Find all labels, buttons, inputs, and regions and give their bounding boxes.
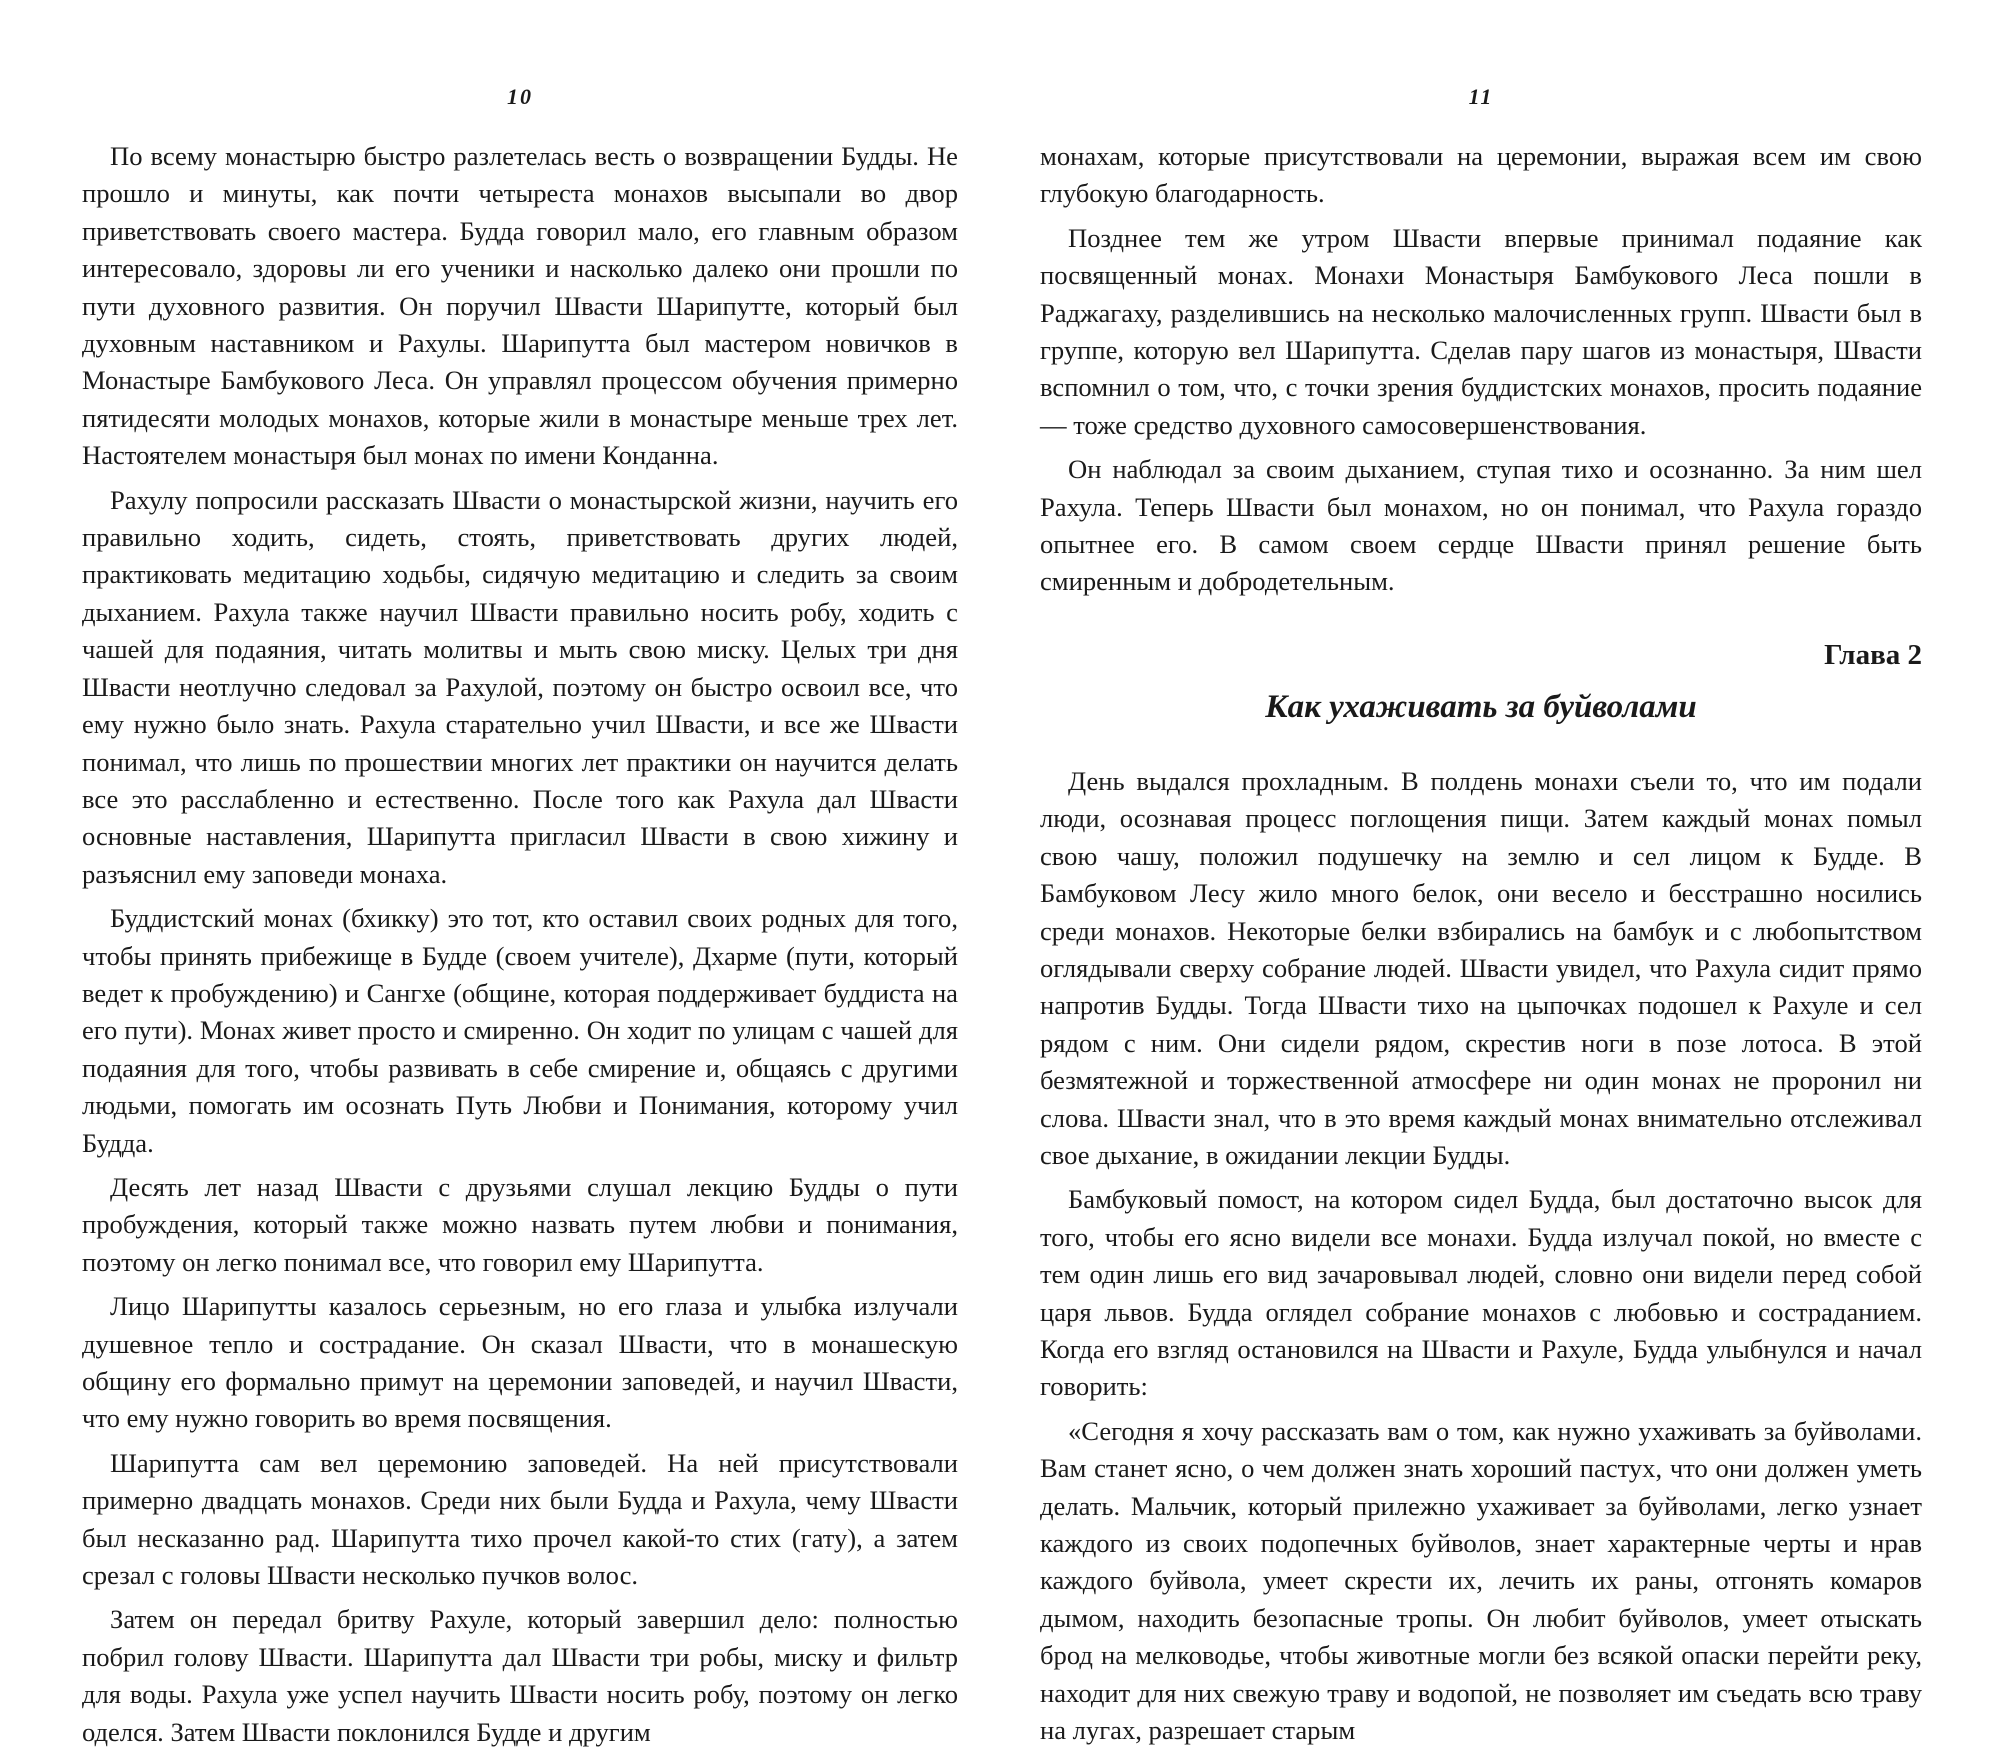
paragraph: Позднее тем же утром Швасти впервые принимал подаяние как посвященный монах. Монахи Монастыря Бамбукового Леса пошли в Раджагаху, разделившись на несколько малочисленных групп. Швасти был в группе, которую вел Шарипутта. Сделав пару шагов из монастыря, Швасти вспомнил о том, что, с точки зрения буддистских монахов, просить подаяние — тоже средство духовного самосовершенствования. bbox=[1040, 222, 1922, 440]
paragraph: Десять лет назад Швасти с друзьями слушал лекцию Будды о пути пробуждения, который также можно назвать путем любви и понимания, поэтому он легко понимал все, что говорил ему Шарипутта. bbox=[82, 1171, 958, 1277]
left-page bbox=[82, 0, 958, 1747]
paragraph: «Сегодня я хочу рассказать вам о том, как нужно ухаживать за буйволами. Вам станет ясно, о чем должен знать хороший пастух, что они должен уметь делать. Мальчик, который прилежно ухаживает за буйволами, легко узнает каждого из своих подопечных буйволов, знает характерные черты и нрав каждого буйвола, умеет скрести их, лечить их раны, отгонять комаров дымом, находить безопасные тропы. Он любит буйволов, умеет отыскать брод на мелководье, чтобы животные могли без всякой опаски перейти реку, находит для них свежую траву и водопой, не позволяет им съедать всю траву на лугах, разрешает старым bbox=[1040, 1415, 1922, 1746]
paragraph: Затем он передал бритву Рахуле, который завершил дело: полностью побрил голову Швасти. Шарипутта дал Швасти три робы, миску и фильтр для воды. Рахула уже успел научить Швасти носить робу, поэтому он легко оделся. Затем Швасти поклонился Будде и другим bbox=[82, 1604, 958, 1747]
page-number: 11 bbox=[1468, 84, 1494, 109]
chapter-title: Как ухаживать за буйволами bbox=[1265, 688, 1697, 725]
page-text bbox=[1040, 138, 1922, 1756]
page-number: 10 bbox=[507, 84, 533, 109]
page-text bbox=[82, 138, 958, 1758]
chapter-label: Глава 2 bbox=[1824, 638, 1922, 671]
paragraph: Буддистский монах (бхикку) это тот, кто оставил своих родных для того, чтобы принять прибежище в Будде (своем учителе), Дхарме (пути, который ведет к пробуждению) и Сангхе (общине, которая поддерживает буддиста на его пути). Монах живет просто и смиренно. Он ходит по улицам с чашей для подаяния для того, чтобы развивать в себе смирение и, общаясь с другими людьми, помогать им осознать Путь Любви и Понимания, которому учил Будда. bbox=[82, 903, 958, 1158]
paragraph: День выдался прохладным. В полдень монахи съели то, что им подали люди, осознавая процесс поглощения пищи. Затем каждый монах помыл свою чашу, положил подушечку на землю и сел лицом к Будде. В Бамбуковом Лесу жило много белок, они весело и бесстрашно носились среди монахов. Некоторые белки взбирались на бамбук и с любопытством оглядывали сверху собрание людей. Швасти увидел, что Рахула сидит прямо напротив Будды. Тогда Швасти тихо на цыпочках подошел к Рахуле и сел рядом с ним. Они сидели рядом, скрестив ноги в позе лотоса. В этой безмятежной и торжественной атмосфере ни один монах не проронил ни слова. Швасти знал, что в это время каждый монах внимательно отслеживал свое дыхание, в ожидании лекции Будды. bbox=[1040, 765, 1922, 1170]
paragraph: Бамбуковый помост, на котором сидел Будда, был достаточно высок для того, чтобы его ясно видели все монахи. Будда излучал покой, но вместе с тем один лишь его вид зачаровывал людей, словно они видели перед собой царя львов. Будда оглядел собрание монахов с любовью и состраданием. Когда его взгляд остановился на Швасти и Рахуле, Будда улыбнулся и начал говорить: bbox=[1040, 1184, 1922, 1402]
paragraph: Лицо Шарипутты казалось серьезным, но его глаза и улыбка излучали душевное тепло и сострадание. Он сказал Швасти, что в монашескую общину его формально примут на церемонии заповедей, и научил Швасти, что ему нужно говорить во время посвящения. bbox=[82, 1291, 958, 1434]
paragraph: Шарипутта сам вел церемонию заповедей. На ней присутствовали примерно двадцать монахов. Среди них были Будда и Рахула, чему Швасти был несказанно рад. Шарипутта тихо прочел какой-то стих (гату), а затем срезал с головы Швасти несколько пучков волос. bbox=[82, 1447, 958, 1591]
paragraph: По всему монастырю быстро разлетелась весть о возвращении Будды. Не прошло и минуты, как почти четыреста монахов высыпали во двор приветствовать своего мастера. Будда говорил мало, его главным образом интересовало, здоровы ли его ученики и насколько далеко они прошли по пути духовного развития. Он поручил Швасти Шарипутте, который был духовным наставником и Рахулы. Шарипутта был мастером новичков в Монастыре Бамбукового Леса. Он управлял процессом обучения примерно пятидесяти молодых монахов, которые жили в монастыре меньше трех лет. Настоятелем монастыря был монах по имени Конданна. bbox=[82, 141, 958, 471]
paragraph: Он наблюдал за своим дыханием, ступая тихо и осознанно. За ним шел Рахула. Теперь Швасти был монахом, но он понимал, что Рахула гораздо опытнее его. В самом своем сердце Швасти принял решение быть смиренным и добродетельным. bbox=[1040, 454, 1922, 597]
paragraph: Рахулу попросили рассказать Швасти о монастырской жизни, научить его правильно ходить, сидеть, стоять, приветствовать других людей, практиковать медитацию ходьбы, сидячую медитацию и следить за своим дыханием. Рахула также научил Швасти правильно носить робу, ходить с чашей для подаяния, читать молитвы и мыть свою миску. Целых три дня Швасти неотлучно следовал за Рахулой, поэтому он быстро освоил все, что ему нужно было знать. Рахула старательно учил Швасти, и все же Швасти понимал, что лишь по прошествии многих лет практики он научится делать все это расслабленно и естественно. После того как Рахула дал Швасти основные наставления, Шарипутта пригласил Швасти в свою хижину и разъяснил ему заповеди монаха. bbox=[82, 484, 958, 889]
right-page bbox=[1040, 0, 1922, 1746]
paragraph-continuation: монахам, которые присутствовали на церемонии, выражая всем им свою глубокую благодарность. bbox=[1040, 141, 1922, 209]
